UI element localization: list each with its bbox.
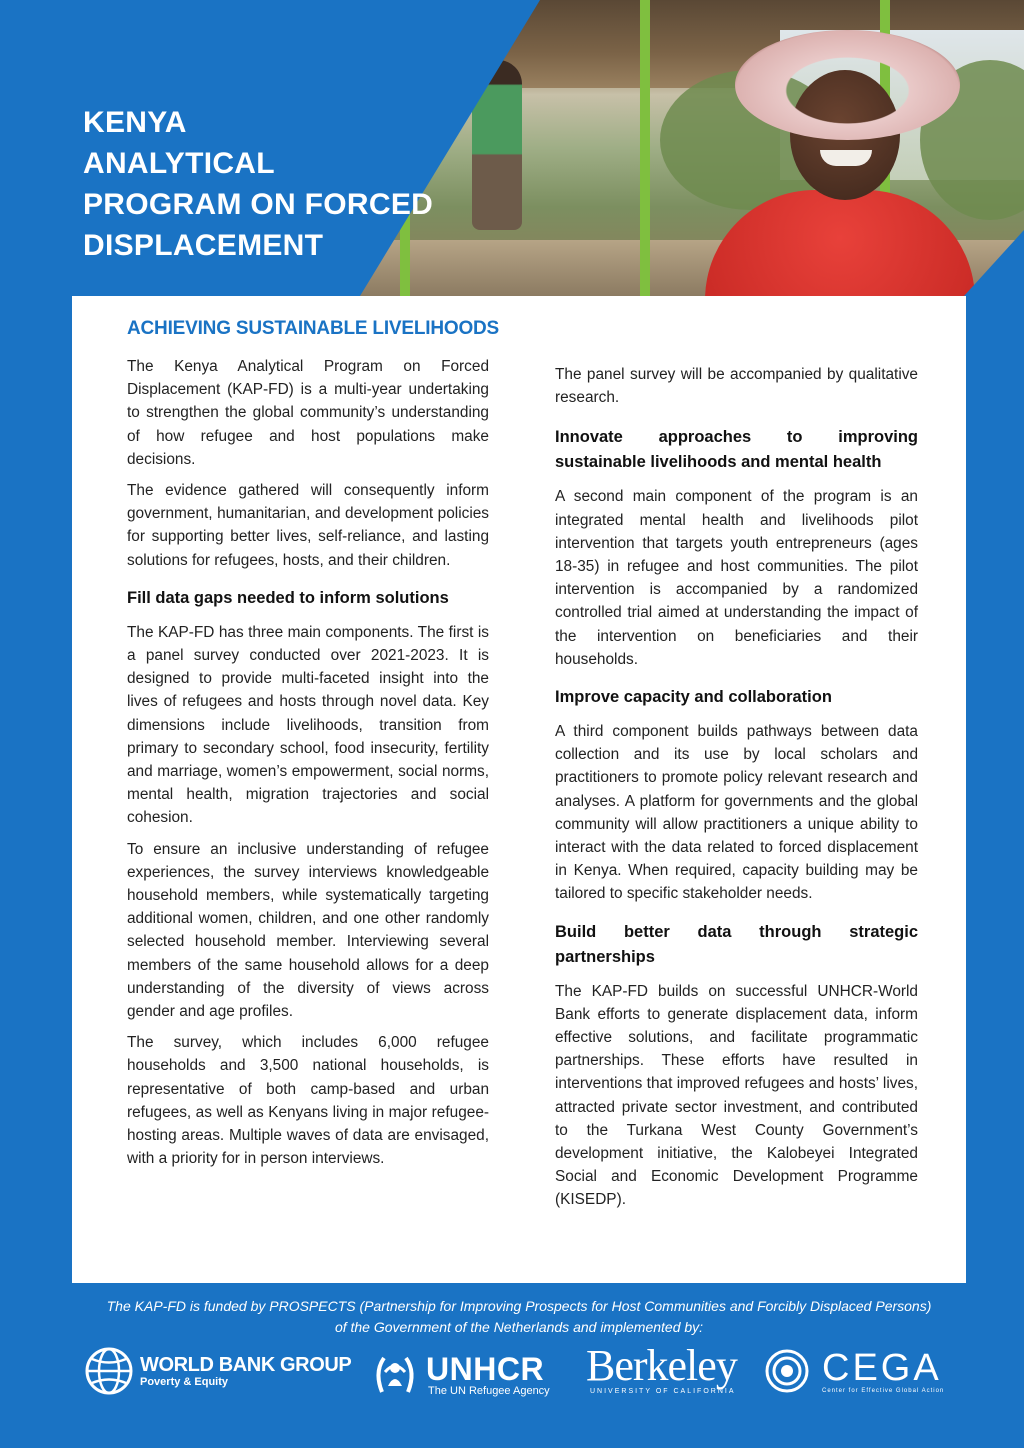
- paragraph: To ensure an inclusive understanding of refugee experiences, the survey interviews knowledgeable household members, while systematically targeting additional women, children, and one other randomly selected household member. Interviewing several members of the same household allows for a deep understanding of the diversity of views across gender and age profiles.: [127, 840, 489, 1021]
- logo-sub: Center for Effective Global Action: [822, 1388, 945, 1394]
- paragraph: A third component builds pathways between data collection and its use by local scholars and practitioners to promote policy relevant research and analyses. A platform for governments and the global community will allow practitioners a unique ability to interact with the data related to forced displacement in Kenya. When required, capacity building may be tailored to specific stakeholder needs.: [555, 723, 918, 903]
- page-title: [83, 102, 463, 266]
- funding-line: The KAP-FD is funded by PROSPECTS (Partnership for Improving Prospects for Host Communities and Forcibly Displaced Persons): [106, 1298, 932, 1314]
- world-bank-logo: [84, 1346, 351, 1396]
- subheading: Improve capacity and collaboration: [555, 688, 832, 707]
- subheading: Fill data gaps needed to inform solutions: [127, 588, 449, 607]
- logo-name: CEGA: [822, 1347, 942, 1389]
- paragraph: The survey, which includes 6,000 refugee households and 3,500 national households, is representative of both camp-based and urban refugees, as well as Kenyans living in major refugee-hosting areas. Multiple waves of data are envisaged, with a priority for in person interviews.: [127, 1034, 489, 1168]
- title-line: KENYA: [83, 106, 187, 139]
- logo-sub: UNIVERSITY OF CALIFORNIA: [590, 1388, 736, 1395]
- logo-sub: Poverty & Equity: [140, 1375, 229, 1388]
- logo-name: Berkeley: [586, 1341, 737, 1390]
- title-line: ANALYTICAL: [83, 147, 275, 180]
- paragraph: A second main component of the program is an integrated mental health and livelihoods pilot intervention that targets youth entrepreneurs (ages 18-35) in refugee and host communities. The pilot intervention is accompanied by a randomized controlled trial aimed at understanding the impact of the intervention on beneficiaries and their households.: [555, 488, 918, 668]
- paragraph: The evidence gathered will consequently inform government, humanitarian, and development policies for supporting better lives, self-reliance, and lasting solutions for refugees, hosts, and their children.: [127, 482, 489, 569]
- logo-name: WORLD BANK GROUP: [140, 1353, 352, 1376]
- logo-sub: The UN Refugee Agency: [428, 1385, 550, 1397]
- unhcr-logo: [370, 1352, 550, 1398]
- berkeley-logo: [586, 1341, 737, 1395]
- paragraph: The Kenya Analytical Program on Forced Displacement (KAP-FD) is a multi-year undertaking to strengthen the global community’s understanding of how refugee and host populations make decisions.: [127, 358, 489, 468]
- subheading: Build better data through strategic partnerships: [555, 922, 918, 966]
- funding-line: of the Government of the Netherlands and implemented by:: [334, 1319, 704, 1335]
- paragraph: The KAP-FD has three main components. The first is a panel survey conducted over 2021-2023. It is designed to provide multi-faceted insight into the lives of refugees and hosts through novel data. Key dimensions include livelihoods, transition from primary to secondary school, food insecurity, fertility and marriage, women’s empowerment, social norms, mental health, migration trajectories and social cohesion.: [127, 623, 489, 827]
- funding-note: [72, 1296, 966, 1338]
- paragraph: The panel survey will be accompanied by qualitative research.: [555, 366, 918, 407]
- section-heading: ACHIEVING SUSTAINABLE LIVELIHOODS: [127, 318, 500, 339]
- logo-name: UNHCR: [426, 1351, 545, 1387]
- title-line: PROGRAM ON FORCED: [83, 188, 434, 221]
- right-column: [555, 363, 918, 1220]
- cega-rings-icon: [764, 1348, 810, 1394]
- title-line: DISPLACEMENT: [83, 229, 324, 262]
- left-column: [127, 355, 489, 1179]
- laurel-icon: [370, 1352, 420, 1398]
- cega-logo: [764, 1348, 944, 1394]
- globe-icon: [84, 1346, 134, 1396]
- subheading: Innovate approaches to improving sustainable livelihoods and mental health: [555, 428, 918, 472]
- paragraph: The KAP-FD builds on successful UNHCR-World Bank efforts to generate displacement data, inform effective solutions, and facilitate programmatic partnerships. These efforts have resulted in interventions that improved refugees and hosts’ lives, attracted private sector investment, and contributed to the Turkana West County Government’s development initiative, the Kalobeyei Integrated Social and Economic Development Programme (KISEDP).: [555, 982, 918, 1209]
